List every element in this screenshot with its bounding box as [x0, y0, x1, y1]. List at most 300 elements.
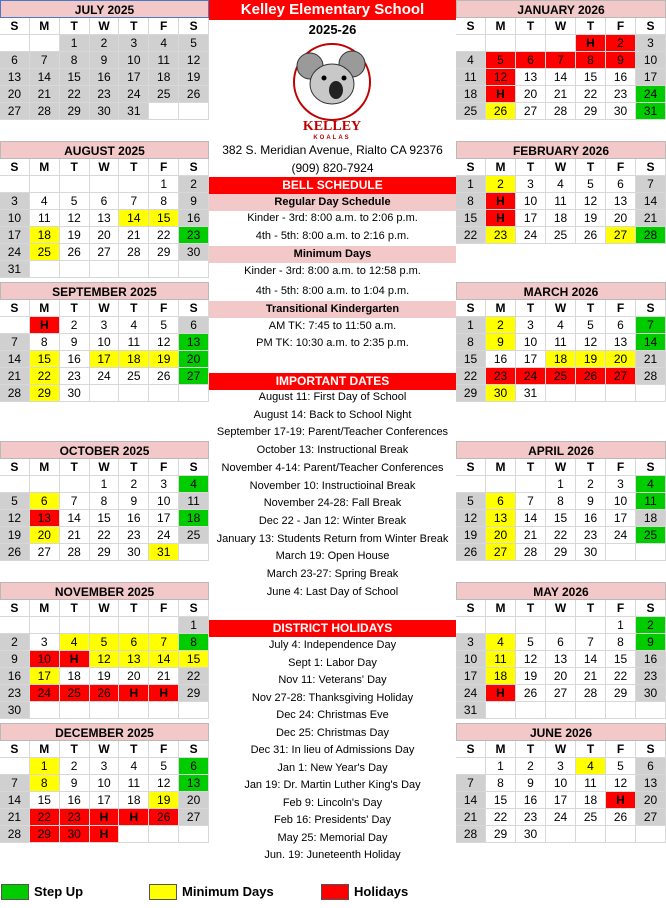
calendar-day: 22 — [60, 86, 90, 103]
calendar-day: 27 — [486, 544, 516, 561]
calendar-day: 8 — [30, 334, 60, 351]
calendar-day — [486, 702, 516, 719]
month-jan — [456, 0, 666, 120]
calendar-day: 24 — [546, 809, 576, 826]
calendar-day: 16 — [119, 510, 149, 527]
calendar-day: 13 — [119, 651, 149, 668]
calendar-day: 31 — [119, 103, 149, 120]
calendar-day: 26 — [456, 544, 486, 561]
weekday-header: F — [606, 159, 636, 176]
step-up-label: Step Up — [34, 884, 84, 899]
calendar-day: 7 — [456, 775, 486, 792]
weekday-header: T — [576, 741, 606, 758]
bell-line: Kinder - 3rd: 8:00 a.m. to 2:06 p.m. — [247, 212, 418, 224]
calendar-day: 28 — [546, 103, 576, 120]
calendar-day: 25 — [149, 86, 179, 103]
calendar-day: 12 — [516, 651, 546, 668]
calendar-day: 16 — [516, 792, 546, 809]
calendar-day: 31 — [149, 544, 179, 561]
weekday-header: T — [576, 18, 606, 35]
calendar-day — [149, 103, 179, 120]
calendar-day: 22 — [456, 368, 486, 385]
calendar-day: 25 — [546, 368, 576, 385]
calendar-day: H — [60, 651, 90, 668]
calendar-day: 10 — [90, 775, 120, 792]
calendar-day: 23 — [516, 809, 546, 826]
calendar-day: 11 — [546, 193, 576, 210]
calendar-day: 16 — [0, 668, 30, 685]
calendar-day: 22 — [546, 527, 576, 544]
weekday-header: S — [636, 159, 666, 176]
weekday-header: F — [606, 600, 636, 617]
legend — [0, 880, 666, 904]
regular-day-heading: Regular Day Schedule — [209, 194, 456, 211]
calendar-day: 21 — [0, 809, 30, 826]
weekday-header: T — [516, 741, 546, 758]
holiday-item: Jan 1: New Year's Day — [277, 761, 388, 774]
calendar-day — [486, 476, 516, 493]
school-year: 2025-26 — [308, 22, 357, 37]
calendar-day: 15 — [179, 651, 209, 668]
weekday-header: M — [486, 300, 516, 317]
calendar-day: 7 — [60, 493, 90, 510]
calendar-day: 6 — [486, 493, 516, 510]
calendar-day — [456, 758, 486, 775]
calendar-day: 3 — [516, 176, 546, 193]
weekday-header: T — [576, 459, 606, 476]
calendar-day: 30 — [516, 826, 546, 843]
month-jul — [0, 0, 209, 120]
calendar-day: 19 — [456, 527, 486, 544]
weekday-header: S — [456, 300, 486, 317]
weekday-header: T — [516, 18, 546, 35]
calendar-day — [179, 103, 209, 120]
holiday-item: Dec 25: Christmas Day — [275, 726, 390, 739]
calendar-day: 18 — [119, 792, 149, 809]
important-date-item: November 24-28: Fall Break — [263, 497, 402, 510]
important-date-item: October 13: Instructional Break — [256, 444, 409, 457]
calendar-day: 26 — [576, 368, 606, 385]
weekday-header: S — [636, 300, 666, 317]
calendar-day: 11 — [546, 334, 576, 351]
calendar-day: 7 — [0, 334, 30, 351]
calendar-day: 29 — [486, 826, 516, 843]
calendar-day: 28 — [0, 385, 30, 402]
calendar-day: 12 — [149, 334, 179, 351]
calendar-day: 21 — [30, 86, 60, 103]
calendar-day — [90, 261, 120, 278]
weekday-header: T — [60, 18, 90, 35]
calendar-day: 13 — [30, 510, 60, 527]
calendar-day: H — [486, 193, 516, 210]
weekday-header: S — [179, 18, 209, 35]
month-apr — [456, 441, 666, 561]
calendar-day — [0, 35, 30, 52]
calendar-day — [119, 261, 149, 278]
calendar-day: H — [149, 685, 179, 702]
calendar-day: 14 — [119, 210, 149, 227]
calendar-day: 22 — [576, 86, 606, 103]
weekday-header: M — [30, 600, 60, 617]
calendar-day: 4 — [119, 758, 149, 775]
calendar-day — [119, 617, 149, 634]
calendar-day: 8 — [546, 493, 576, 510]
month-may — [456, 582, 666, 719]
calendar-day: 18 — [119, 351, 149, 368]
calendar-day: 17 — [456, 668, 486, 685]
weekday-header: T — [60, 300, 90, 317]
calendar-day: 6 — [606, 317, 636, 334]
weekday-header: W — [90, 600, 120, 617]
weekday-header: S — [456, 159, 486, 176]
weekday-header: F — [149, 300, 179, 317]
calendar-day: 8 — [456, 334, 486, 351]
calendar-day — [119, 385, 149, 402]
calendar-day: 12 — [486, 69, 516, 86]
calendar-day — [606, 826, 636, 843]
calendar-day: 4 — [486, 634, 516, 651]
calendar-day: 29 — [30, 826, 60, 843]
calendar-day: 30 — [0, 702, 30, 719]
calendar-day: 12 — [90, 651, 120, 668]
weekday-header: W — [90, 159, 120, 176]
calendar-day — [606, 385, 636, 402]
calendar-day — [60, 261, 90, 278]
calendar-day: 5 — [149, 317, 179, 334]
calendar-day: 24 — [0, 244, 30, 261]
calendar-day: 14 — [516, 510, 546, 527]
month-sep — [0, 282, 209, 402]
calendar-day: 2 — [60, 317, 90, 334]
weekday-header: T — [516, 300, 546, 317]
calendar-day: 9 — [486, 334, 516, 351]
calendar-day: H — [119, 809, 149, 826]
calendar-day: 21 — [119, 227, 149, 244]
calendar-day — [30, 476, 60, 493]
calendar-day — [516, 35, 546, 52]
calendar-day: 10 — [119, 52, 149, 69]
calendar-day: 20 — [179, 351, 209, 368]
month-title: FEBRUARY 2026 — [456, 141, 666, 159]
calendar-day — [576, 702, 606, 719]
calendar-day: 10 — [546, 775, 576, 792]
bell-line: AM TK: 7:45 to 11:50 a.m. — [268, 320, 397, 332]
calendar-day: 23 — [486, 227, 516, 244]
calendar-day: 4 — [576, 758, 606, 775]
calendar-day: 1 — [606, 617, 636, 634]
calendar-day: 11 — [149, 52, 179, 69]
calendar-day: 7 — [576, 634, 606, 651]
calendar-day: 16 — [576, 510, 606, 527]
calendar-day — [576, 385, 606, 402]
calendar-day: 23 — [60, 368, 90, 385]
calendar-day: H — [606, 792, 636, 809]
calendar-day: 7 — [546, 52, 576, 69]
calendar-day: 2 — [60, 758, 90, 775]
weekday-header: T — [119, 159, 149, 176]
calendar-day: 5 — [606, 758, 636, 775]
calendar-day: 16 — [60, 792, 90, 809]
calendar-day: 19 — [90, 668, 120, 685]
calendar-day — [516, 702, 546, 719]
calendar-day: 1 — [456, 317, 486, 334]
weekday-header: S — [636, 741, 666, 758]
calendar-day: 26 — [0, 544, 30, 561]
calendar-day: 20 — [0, 86, 30, 103]
school-address: 382 S. Meridian Avenue, Rialto CA 92376 — [222, 143, 443, 157]
calendar-day: 22 — [149, 227, 179, 244]
calendar-day: 18 — [576, 792, 606, 809]
calendar-day: 27 — [606, 227, 636, 244]
calendar-day — [90, 617, 120, 634]
calendar-day: 30 — [60, 826, 90, 843]
calendar-day: 2 — [636, 617, 666, 634]
calendar-day: 30 — [606, 103, 636, 120]
calendar-day: 27 — [636, 809, 666, 826]
calendar-day — [636, 702, 666, 719]
calendar-day — [516, 476, 546, 493]
calendar-day: 10 — [636, 52, 666, 69]
weekday-header: F — [149, 18, 179, 35]
calendar-day: 10 — [606, 493, 636, 510]
calendar-day — [30, 617, 60, 634]
weekday-header: F — [606, 459, 636, 476]
calendar-day — [456, 617, 486, 634]
calendar-day: 30 — [90, 103, 120, 120]
calendar-day — [30, 261, 60, 278]
logo-text: KELLEY — [302, 119, 362, 134]
weekday-header: W — [90, 459, 120, 476]
calendar-day: 3 — [0, 193, 30, 210]
calendar-day: 25 — [179, 527, 209, 544]
calendar-day: 2 — [486, 176, 516, 193]
weekday-header: W — [546, 300, 576, 317]
calendar-day: 26 — [576, 227, 606, 244]
calendar-day: 24 — [456, 685, 486, 702]
calendar-day: 9 — [606, 52, 636, 69]
calendar-day: 15 — [456, 210, 486, 227]
district-holidays-heading: DISTRICT HOLIDAYS — [209, 620, 456, 637]
calendar-day: 18 — [179, 510, 209, 527]
calendar-day — [90, 385, 120, 402]
step-up-swatch — [1, 884, 29, 900]
calendar-day: 9 — [60, 334, 90, 351]
calendar-day: H — [119, 685, 149, 702]
calendar-day — [0, 617, 30, 634]
calendar-day: 18 — [456, 86, 486, 103]
month-title: JULY 2025 — [0, 0, 209, 18]
weekday-header: M — [486, 741, 516, 758]
calendar-day: 14 — [149, 651, 179, 668]
important-date-item: March 23-27: Spring Break — [266, 568, 399, 580]
calendar-day: 21 — [546, 86, 576, 103]
calendar-day: 2 — [179, 176, 209, 193]
calendar-day: 5 — [576, 176, 606, 193]
bell-line: PM TK: 10:30 a.m. to 2:35 p.m. — [256, 337, 409, 349]
calendar-day: 14 — [456, 792, 486, 809]
calendar-day: 2 — [119, 476, 149, 493]
calendar-day: 14 — [576, 651, 606, 668]
weekday-header: M — [30, 300, 60, 317]
calendar-day: 29 — [546, 544, 576, 561]
calendar-day — [0, 176, 30, 193]
important-date-item: January 13: Students Return from Winter Break — [216, 532, 449, 545]
calendar-day: 28 — [30, 103, 60, 120]
calendar-day: 13 — [179, 775, 209, 792]
weekday-header: T — [60, 600, 90, 617]
calendar-day: 11 — [456, 69, 486, 86]
calendar-day: 18 — [546, 351, 576, 368]
calendar-day: 6 — [119, 634, 149, 651]
calendar-day: 9 — [516, 775, 546, 792]
calendar-day: 31 — [0, 261, 30, 278]
calendar-day: 8 — [149, 193, 179, 210]
calendar-day: 9 — [0, 651, 30, 668]
month-title: SEPTEMBER 2025 — [0, 282, 209, 300]
calendar-day: 3 — [149, 476, 179, 493]
calendar-day: 6 — [179, 317, 209, 334]
calendar-day: 19 — [516, 668, 546, 685]
calendar-day: 8 — [179, 634, 209, 651]
calendar-day: 20 — [30, 527, 60, 544]
bell-schedule-heading: BELL SCHEDULE — [209, 177, 456, 194]
calendar-day: 23 — [0, 685, 30, 702]
calendar-day: 5 — [456, 493, 486, 510]
calendar-day: 6 — [30, 493, 60, 510]
calendar-day — [576, 826, 606, 843]
calendar-day: 28 — [576, 685, 606, 702]
calendar-day: 28 — [636, 227, 666, 244]
holiday-item: Feb 16: Presidents' Day — [273, 814, 392, 826]
calendar-day: 2 — [516, 758, 546, 775]
calendar-day: 11 — [179, 493, 209, 510]
calendar-day: 5 — [516, 634, 546, 651]
calendar-day: 18 — [60, 668, 90, 685]
weekday-header: T — [516, 159, 546, 176]
calendar-day: 2 — [606, 35, 636, 52]
calendar-day: 26 — [516, 685, 546, 702]
calendar-day: 20 — [486, 527, 516, 544]
calendar-day: 21 — [576, 668, 606, 685]
weekday-header: W — [546, 18, 576, 35]
weekday-header: W — [546, 159, 576, 176]
calendar-day: 3 — [119, 35, 149, 52]
calendar-day — [30, 35, 60, 52]
calendar-day — [119, 702, 149, 719]
calendar-day: 30 — [486, 385, 516, 402]
calendar-day: 16 — [636, 651, 666, 668]
calendar-day — [456, 35, 486, 52]
weekday-header: T — [516, 600, 546, 617]
month-title: AUGUST 2025 — [0, 141, 209, 159]
calendar-day: 6 — [0, 52, 30, 69]
weekday-header: M — [30, 18, 60, 35]
calendar-day: 9 — [90, 52, 120, 69]
calendar-day: 14 — [0, 351, 30, 368]
calendar-day: 10 — [30, 651, 60, 668]
calendar-day: 18 — [486, 668, 516, 685]
weekday-header: T — [576, 600, 606, 617]
holiday-item: Nov 27-28: Thanksgiving Holiday — [251, 691, 414, 704]
calendar-day: 27 — [30, 544, 60, 561]
weekday-header: S — [179, 459, 209, 476]
calendar-day: 22 — [486, 809, 516, 826]
weekday-header: T — [60, 459, 90, 476]
bell-line: Kinder - 3rd: 8:00 a.m. to 12:58 p.m. — [244, 265, 421, 277]
month-title: OCTOBER 2025 — [0, 441, 209, 459]
calendar-day: 23 — [119, 527, 149, 544]
calendar-day: 17 — [90, 792, 120, 809]
calendar-day: 10 — [516, 334, 546, 351]
calendar-day: 5 — [60, 193, 90, 210]
calendar-day: 17 — [546, 792, 576, 809]
calendar-day: 13 — [0, 69, 30, 86]
calendar-day: 4 — [60, 634, 90, 651]
calendar-day: 14 — [546, 69, 576, 86]
calendar-day: 24 — [636, 86, 666, 103]
month-title: DECEMBER 2025 — [0, 723, 209, 741]
calendar-day: 8 — [576, 52, 606, 69]
calendar-day: 24 — [516, 368, 546, 385]
month-oct — [0, 441, 209, 561]
calendar-day — [60, 176, 90, 193]
calendar-day: 3 — [90, 758, 120, 775]
calendar-day: 1 — [486, 758, 516, 775]
calendar-day: 4 — [179, 476, 209, 493]
calendar-day: 23 — [60, 809, 90, 826]
calendar-day: 21 — [636, 210, 666, 227]
calendar-day: 17 — [90, 351, 120, 368]
calendar-day: 26 — [179, 86, 209, 103]
calendar-day: 17 — [516, 210, 546, 227]
weekday-header: T — [119, 600, 149, 617]
calendar-day: 5 — [90, 634, 120, 651]
weekday-header: W — [90, 741, 120, 758]
calendar-day: 20 — [179, 792, 209, 809]
calendar-day: 25 — [30, 244, 60, 261]
weekday-header: S — [456, 600, 486, 617]
weekday-header: S — [179, 159, 209, 176]
calendar-day: 14 — [30, 69, 60, 86]
calendar-day: H — [30, 317, 60, 334]
calendar-day: 27 — [546, 685, 576, 702]
calendar-day: 27 — [90, 244, 120, 261]
month-dec — [0, 723, 209, 843]
calendar-day: 12 — [576, 193, 606, 210]
month-title: JUNE 2026 — [456, 723, 666, 741]
calendar-day: 17 — [516, 351, 546, 368]
calendar-day — [90, 176, 120, 193]
calendar-day: 17 — [606, 510, 636, 527]
weekday-header: F — [149, 741, 179, 758]
calendar-day: 23 — [90, 86, 120, 103]
calendar-day: 6 — [179, 758, 209, 775]
calendar-day: H — [486, 685, 516, 702]
calendar-day: 25 — [546, 227, 576, 244]
month-title: MARCH 2026 — [456, 282, 666, 300]
calendar-day: 10 — [149, 493, 179, 510]
calendar-day: 17 — [149, 510, 179, 527]
calendar-day: 26 — [149, 368, 179, 385]
calendar-day — [119, 176, 149, 193]
calendar-day: 5 — [0, 493, 30, 510]
calendar-day: 8 — [486, 775, 516, 792]
holiday-item: Sept 1: Labor Day — [288, 656, 377, 669]
calendar-day: 19 — [0, 527, 30, 544]
weekday-header: F — [149, 600, 179, 617]
calendar-day — [576, 617, 606, 634]
calendar-day: 6 — [606, 176, 636, 193]
